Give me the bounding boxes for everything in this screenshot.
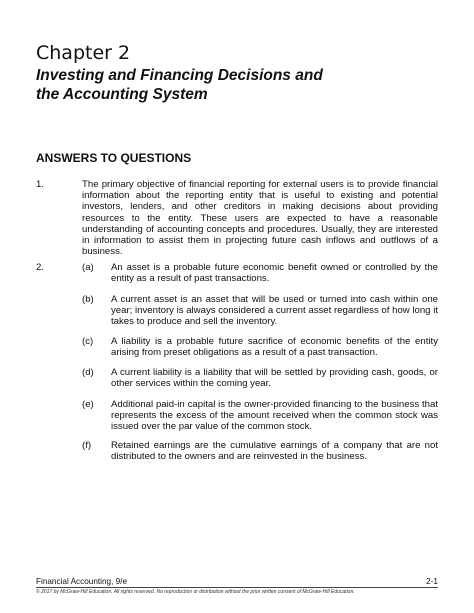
answer-2b: A current asset is an asset that will be used or turned into cash within one year; inventory is always considered a current asset regardless of how long it takes to produce and sell the inventory. bbox=[111, 294, 438, 328]
chapter-title bbox=[36, 66, 456, 104]
answer-letter: (f) bbox=[82, 440, 92, 451]
answer-letter: (e) bbox=[82, 399, 94, 410]
answer-2a: An asset is a probable future economic benefit owned or controlled by the entity as a result of past transactions. bbox=[111, 262, 438, 285]
footer-book-title: Financial Accounting, 9/e bbox=[36, 577, 128, 586]
chapter-title-line-1: Investing and Financing Decisions and bbox=[36, 67, 323, 84]
chapter-title-line-2: the Accounting System bbox=[36, 86, 208, 103]
answer-letter: (c) bbox=[82, 336, 94, 347]
question-1-answer: The primary objective of financial reporting for external users is to provide financial information about the reporting entity that is useful to existing and potential investors, lenders, and other creditors in making decisions about providing resources to the entity. These users are expected to have a reasonable understanding of accounting concepts and procedures. Usually, they are interested in information to assist them in projecting future cash inflows and outflows of a business. bbox=[82, 179, 438, 258]
answer-letter: (d) bbox=[82, 367, 94, 378]
answer-2e: Additional paid-in capital is the owner-provided financing to the business that represents the excess of the amount received when the common stock was issued over the par value of the common stock. bbox=[111, 399, 438, 433]
answer-letter: (a) bbox=[82, 262, 94, 273]
question-number: 2. bbox=[36, 262, 45, 273]
answer-2d: A current liability is a liability that will be settled by providing cash, goods, or other services within the coming year. bbox=[111, 367, 438, 390]
page-number: 2-1 bbox=[426, 577, 438, 586]
chapter-label: Chapter 2 bbox=[36, 42, 131, 64]
footer-divider bbox=[36, 587, 438, 588]
answer-2f: Retained earnings are the cumulative earnings of a company that are not distributed to the owners and are reinvested in the business. bbox=[111, 440, 438, 463]
copyright-notice: © 2017 by McGraw-Hill Education. All rights reserved. No reproduction or distribution without the prior written consent of McGraw-Hill Education. bbox=[36, 589, 355, 595]
question-number: 1. bbox=[36, 179, 45, 190]
section-heading: ANSWERS TO QUESTIONS bbox=[36, 151, 192, 165]
answer-2c: A liability is a probable future sacrifice of economic benefits of the entity arising from preset obligations as a result of a past transaction. bbox=[111, 336, 438, 359]
answer-letter: (b) bbox=[82, 294, 94, 305]
